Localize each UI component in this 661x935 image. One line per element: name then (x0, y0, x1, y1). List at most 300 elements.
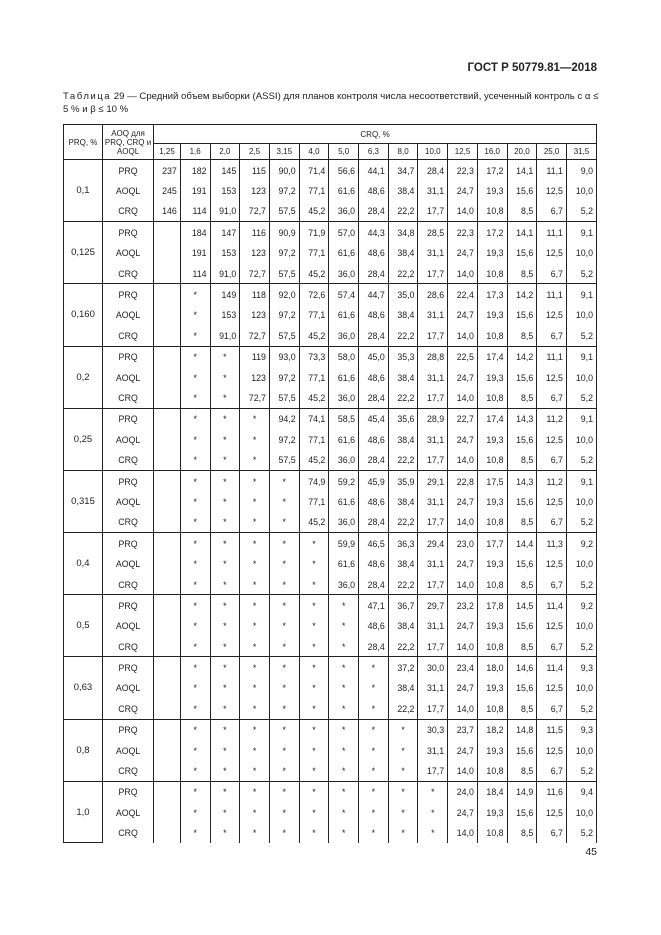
value-cell: 45,2 (299, 201, 329, 222)
value-cell: * (299, 802, 329, 822)
value-cell: * (269, 553, 299, 573)
value-cell (154, 491, 181, 511)
value-cell: 72,7 (240, 325, 270, 346)
value-cell: 91,0 (210, 263, 240, 284)
value-cell: * (210, 533, 240, 554)
value-cell: * (180, 491, 210, 511)
value-cell: 17,2 (477, 222, 507, 243)
value-cell: 5,2 (566, 823, 596, 843)
value-cell: 31,1 (418, 180, 448, 200)
value-cell: 11,3 (537, 533, 567, 554)
value-cell (154, 678, 181, 698)
value-cell: 48,6 (359, 553, 389, 573)
value-cell: 22,2 (388, 325, 418, 346)
value-cell: * (240, 470, 270, 491)
value-cell: 12,5 (537, 180, 567, 200)
table-row (64, 719, 597, 740)
table-row (64, 263, 597, 284)
value-cell: 22,4 (448, 284, 478, 305)
prq-value-cell: 0,125 (64, 222, 103, 284)
table-row (64, 491, 597, 511)
row-label-cell: PRQ (102, 719, 153, 740)
value-cell: 6,7 (537, 760, 567, 781)
value-cell: * (180, 802, 210, 822)
value-cell (154, 802, 181, 822)
value-cell: 92,0 (269, 284, 299, 305)
value-cell: 8,5 (507, 760, 537, 781)
value-cell: 14,8 (507, 719, 537, 740)
row-label-cell: PRQ (102, 284, 153, 305)
caption-text: 29 — Средний объем выборки (ASSI) для планов контроля числа несоответствий, усеченный контроль с α ≤ 5 % и β ≤ 10 % (63, 91, 599, 115)
crq-header-cell: 4,0 (299, 144, 329, 160)
value-cell: 44,1 (359, 160, 389, 181)
value-cell: 8,5 (507, 698, 537, 719)
value-cell: 123 (240, 180, 270, 200)
value-cell: 17,7 (477, 533, 507, 554)
value-cell (154, 346, 181, 367)
value-cell: 14,1 (507, 222, 537, 243)
value-cell: 9,0 (566, 160, 596, 181)
table-row (64, 449, 597, 470)
value-cell: 6,7 (537, 201, 567, 222)
value-cell: 28,4 (359, 201, 389, 222)
value-cell: 31,1 (418, 491, 448, 511)
value-cell: * (269, 636, 299, 657)
value-cell: 8,5 (507, 823, 537, 843)
value-cell: 9,4 (566, 781, 596, 802)
value-cell: 24,7 (448, 243, 478, 263)
value-cell: 147 (210, 222, 240, 243)
value-cell: * (180, 698, 210, 719)
value-cell: 22,2 (388, 387, 418, 408)
value-cell: * (240, 553, 270, 573)
row-label-cell: CRQ (102, 636, 153, 657)
table-row (64, 305, 597, 325)
value-cell: * (210, 491, 240, 511)
value-cell (154, 387, 181, 408)
value-cell: 74,9 (299, 470, 329, 491)
value-cell: 14,9 (507, 781, 537, 802)
value-cell: 91,0 (210, 201, 240, 222)
value-cell: * (240, 429, 270, 449)
value-cell: 10,0 (566, 180, 596, 200)
value-cell: 24,7 (448, 367, 478, 387)
value-cell: 10,0 (566, 553, 596, 573)
value-cell: * (210, 429, 240, 449)
value-cell: 28,6 (418, 284, 448, 305)
value-cell: 10,0 (566, 491, 596, 511)
row-label-cell: AOQL (102, 616, 153, 636)
value-cell: 18,0 (477, 657, 507, 678)
value-cell: * (269, 802, 299, 822)
value-cell: 48,6 (359, 243, 389, 263)
value-cell: * (180, 305, 210, 325)
row-label-cell: PRQ (102, 346, 153, 367)
value-cell: 56,6 (329, 160, 359, 181)
value-cell (154, 325, 181, 346)
value-cell: 61,6 (329, 367, 359, 387)
value-cell: 97,2 (269, 367, 299, 387)
value-cell: * (210, 781, 240, 802)
value-cell: 12,5 (537, 616, 567, 636)
crq-header-cell: 1,6 (180, 144, 210, 160)
crq-header-cell: 20,0 (507, 144, 537, 160)
value-cell: 31,1 (418, 740, 448, 760)
row-label-cell: AOQL (102, 678, 153, 698)
crq-header-cell: 1,25 (154, 144, 181, 160)
value-cell: * (180, 823, 210, 843)
table-row (64, 533, 597, 554)
value-cell: 36,0 (329, 574, 359, 595)
value-cell: 57,5 (269, 325, 299, 346)
value-cell: 73,3 (299, 346, 329, 367)
value-cell: * (329, 823, 359, 843)
value-cell: 61,6 (329, 180, 359, 200)
value-cell (154, 574, 181, 595)
value-cell: 14,0 (448, 760, 478, 781)
aoq-column-header: AOQ для PRQ, CRQ и AOQL (102, 125, 153, 160)
table-row (64, 678, 597, 698)
value-cell: 36,0 (329, 449, 359, 470)
value-cell: 14,1 (507, 160, 537, 181)
value-cell: 8,5 (507, 325, 537, 346)
value-cell: 77,1 (299, 491, 329, 511)
value-cell: 22,2 (388, 512, 418, 533)
value-cell: 12,5 (537, 305, 567, 325)
value-cell: 10,0 (566, 616, 596, 636)
value-cell: * (210, 595, 240, 616)
value-cell: 9,1 (566, 346, 596, 367)
value-cell: * (329, 719, 359, 740)
table-row (64, 595, 597, 616)
value-cell: 19,3 (477, 616, 507, 636)
value-cell: 48,6 (359, 429, 389, 449)
value-cell: * (269, 574, 299, 595)
value-cell: 15,6 (507, 553, 537, 573)
value-cell: 5,2 (566, 698, 596, 719)
value-cell: 17,7 (418, 263, 448, 284)
value-cell: 10,8 (477, 263, 507, 284)
value-cell: 29,7 (418, 595, 448, 616)
value-cell: * (240, 636, 270, 657)
prq-value-cell: 1,0 (64, 781, 103, 843)
value-cell: 61,6 (329, 243, 359, 263)
value-cell: 10,0 (566, 243, 596, 263)
value-cell (154, 657, 181, 678)
value-cell: 38,4 (388, 616, 418, 636)
prq-value-cell: 0,1 (64, 160, 103, 222)
value-cell: 72,7 (240, 263, 270, 284)
value-cell: 15,6 (507, 243, 537, 263)
table-row (64, 470, 597, 491)
value-cell: 10,8 (477, 636, 507, 657)
value-cell: 72,7 (240, 387, 270, 408)
value-cell: 28,4 (418, 160, 448, 181)
value-cell: * (329, 657, 359, 678)
value-cell: 153 (210, 180, 240, 200)
value-cell: * (329, 760, 359, 781)
value-cell: * (329, 636, 359, 657)
value-cell: 8,5 (507, 263, 537, 284)
value-cell: 9,1 (566, 408, 596, 429)
value-cell (154, 408, 181, 429)
value-cell: 34,7 (388, 160, 418, 181)
page-number: 45 (585, 846, 597, 858)
crq-header-cell: 16,0 (477, 144, 507, 160)
value-cell: 184 (180, 222, 210, 243)
value-cell: 94,2 (269, 408, 299, 429)
prq-value-cell: 0,4 (64, 533, 103, 595)
value-cell: 61,6 (329, 429, 359, 449)
value-cell: 15,6 (507, 616, 537, 636)
value-cell: 45,2 (299, 325, 329, 346)
value-cell: 17,8 (477, 595, 507, 616)
value-cell: 19,3 (477, 802, 507, 822)
value-cell: 72,7 (240, 201, 270, 222)
row-label-cell: AOQL (102, 740, 153, 760)
value-cell: 17,3 (477, 284, 507, 305)
value-cell: 35,6 (388, 408, 418, 429)
table-row (64, 698, 597, 719)
value-cell: 28,8 (418, 346, 448, 367)
value-cell: * (329, 781, 359, 802)
row-label-cell: AOQL (102, 305, 153, 325)
prq-value-cell: 0,63 (64, 657, 103, 719)
value-cell (154, 263, 181, 284)
row-label-cell: AOQL (102, 367, 153, 387)
value-cell: * (240, 574, 270, 595)
value-cell: 11,2 (537, 408, 567, 429)
row-label-cell: AOQL (102, 429, 153, 449)
value-cell (154, 449, 181, 470)
table-row (64, 574, 597, 595)
prq-value-cell: 0,5 (64, 595, 103, 657)
value-cell (154, 719, 181, 740)
value-cell: 97,2 (269, 243, 299, 263)
value-cell: * (388, 719, 418, 740)
value-cell: 18,4 (477, 781, 507, 802)
row-label-cell: CRQ (102, 698, 153, 719)
value-cell (154, 512, 181, 533)
value-cell: 23,4 (448, 657, 478, 678)
value-cell: * (180, 346, 210, 367)
value-cell: 10,0 (566, 678, 596, 698)
value-cell: * (210, 740, 240, 760)
value-cell: * (240, 657, 270, 678)
value-cell: 191 (180, 243, 210, 263)
value-cell: 10,0 (566, 429, 596, 449)
value-cell: 59,9 (329, 533, 359, 554)
value-cell: 58,0 (329, 346, 359, 367)
value-cell: * (210, 470, 240, 491)
value-cell: 22,8 (448, 470, 478, 491)
value-cell: * (240, 823, 270, 843)
value-cell: * (180, 595, 210, 616)
value-cell: 14,0 (448, 387, 478, 408)
value-cell: 36,0 (329, 201, 359, 222)
value-cell: 36,0 (329, 512, 359, 533)
value-cell: * (210, 367, 240, 387)
value-cell: 11,1 (537, 222, 567, 243)
value-cell: 22,7 (448, 408, 478, 429)
value-cell: 19,3 (477, 740, 507, 760)
value-cell: 71,9 (299, 222, 329, 243)
table-row (64, 243, 597, 263)
value-cell: 31,1 (418, 429, 448, 449)
value-cell: 28,4 (359, 263, 389, 284)
value-cell: * (240, 512, 270, 533)
value-cell: 24,0 (448, 781, 478, 802)
value-cell: 17,7 (418, 698, 448, 719)
value-cell: 38,4 (388, 305, 418, 325)
value-cell (154, 367, 181, 387)
value-cell: 12,5 (537, 740, 567, 760)
value-cell: 57,5 (269, 449, 299, 470)
value-cell: 19,3 (477, 243, 507, 263)
value-cell: 17,7 (418, 760, 448, 781)
value-cell: 97,2 (269, 180, 299, 200)
value-cell: 17,4 (477, 346, 507, 367)
value-cell: 37,2 (388, 657, 418, 678)
value-cell: 30,0 (418, 657, 448, 678)
value-cell: * (269, 470, 299, 491)
prq-value-cell: 0,315 (64, 470, 103, 532)
value-cell: 24,7 (448, 180, 478, 200)
value-cell: 11,1 (537, 284, 567, 305)
value-cell: 8,5 (507, 201, 537, 222)
value-cell: * (299, 740, 329, 760)
value-cell: 61,6 (329, 305, 359, 325)
table-row (64, 781, 597, 802)
value-cell: 6,7 (537, 823, 567, 843)
value-cell: 5,2 (566, 387, 596, 408)
value-cell: * (180, 719, 210, 740)
table-row (64, 802, 597, 822)
value-cell: * (180, 284, 210, 305)
value-cell: 9,1 (566, 284, 596, 305)
value-cell: 10,0 (566, 305, 596, 325)
value-cell: 38,4 (388, 491, 418, 511)
value-cell: * (240, 740, 270, 760)
value-cell: 61,6 (329, 491, 359, 511)
value-cell: 19,3 (477, 429, 507, 449)
value-cell: 35,0 (388, 284, 418, 305)
value-cell (154, 553, 181, 573)
value-cell: 24,7 (448, 429, 478, 449)
assi-table (63, 124, 597, 843)
crq-group-header: CRQ, % (154, 125, 597, 144)
value-cell: * (210, 657, 240, 678)
table-row (64, 429, 597, 449)
value-cell (154, 429, 181, 449)
value-cell: * (210, 346, 240, 367)
value-cell: 14,2 (507, 346, 537, 367)
value-cell: 153 (210, 305, 240, 325)
value-cell: 17,4 (477, 408, 507, 429)
value-cell: * (418, 802, 448, 822)
row-label-cell: AOQL (102, 243, 153, 263)
value-cell: 59,2 (329, 470, 359, 491)
value-cell: 12,5 (537, 243, 567, 263)
value-cell: 24,7 (448, 802, 478, 822)
value-cell: 10,0 (566, 367, 596, 387)
value-cell: 90,9 (269, 222, 299, 243)
value-cell: 14,0 (448, 325, 478, 346)
value-cell: * (180, 781, 210, 802)
value-cell: 245 (154, 180, 181, 200)
value-cell (154, 616, 181, 636)
value-cell: * (210, 616, 240, 636)
value-cell: 45,2 (299, 387, 329, 408)
value-cell: 15,6 (507, 180, 537, 200)
value-cell: 57,5 (269, 201, 299, 222)
value-cell: 11,4 (537, 595, 567, 616)
value-cell: 149 (210, 284, 240, 305)
value-cell: 12,5 (537, 802, 567, 822)
value-cell: 123 (240, 367, 270, 387)
row-label-cell: AOQL (102, 180, 153, 200)
value-cell: 61,6 (329, 553, 359, 573)
value-cell: * (359, 760, 389, 781)
table-caption (63, 91, 603, 116)
value-cell: * (180, 740, 210, 760)
value-cell: 28,4 (359, 636, 389, 657)
value-cell: 45,4 (359, 408, 389, 429)
value-cell: 77,1 (299, 243, 329, 263)
prq-column-header: PRQ, % (64, 125, 103, 160)
value-cell: 22,2 (388, 449, 418, 470)
value-cell: 18,2 (477, 719, 507, 740)
value-cell: 14,6 (507, 657, 537, 678)
value-cell: * (269, 781, 299, 802)
value-cell: * (359, 678, 389, 698)
value-cell: 38,4 (388, 367, 418, 387)
value-cell: 19,3 (477, 491, 507, 511)
value-cell: 93,0 (269, 346, 299, 367)
value-cell: * (299, 678, 329, 698)
value-cell: * (299, 533, 329, 554)
value-cell: * (210, 823, 240, 843)
crq-header-cell: 5,0 (329, 144, 359, 160)
value-cell: 22,3 (448, 222, 478, 243)
value-cell: 36,7 (388, 595, 418, 616)
value-cell: 36,0 (329, 263, 359, 284)
value-cell: 115 (240, 160, 270, 181)
standard-number: ГОСТ Р 50779.81—2018 (467, 62, 597, 74)
value-cell: 10,8 (477, 823, 507, 843)
value-cell: * (359, 698, 389, 719)
value-cell (154, 636, 181, 657)
row-label-cell: CRQ (102, 449, 153, 470)
value-cell: 6,7 (537, 512, 567, 533)
value-cell: 28,4 (359, 387, 389, 408)
value-cell: * (388, 781, 418, 802)
value-cell: * (299, 595, 329, 616)
value-cell: * (210, 678, 240, 698)
value-cell (154, 243, 181, 263)
value-cell: 15,6 (507, 802, 537, 822)
value-cell: * (359, 740, 389, 760)
value-cell: 17,7 (418, 512, 448, 533)
value-cell: 31,1 (418, 367, 448, 387)
table-row (64, 512, 597, 533)
value-cell: 9,2 (566, 595, 596, 616)
prq-value-cell: 0,2 (64, 346, 103, 408)
value-cell: * (210, 698, 240, 719)
value-cell: * (269, 678, 299, 698)
value-cell: * (180, 553, 210, 573)
value-cell: * (329, 698, 359, 719)
